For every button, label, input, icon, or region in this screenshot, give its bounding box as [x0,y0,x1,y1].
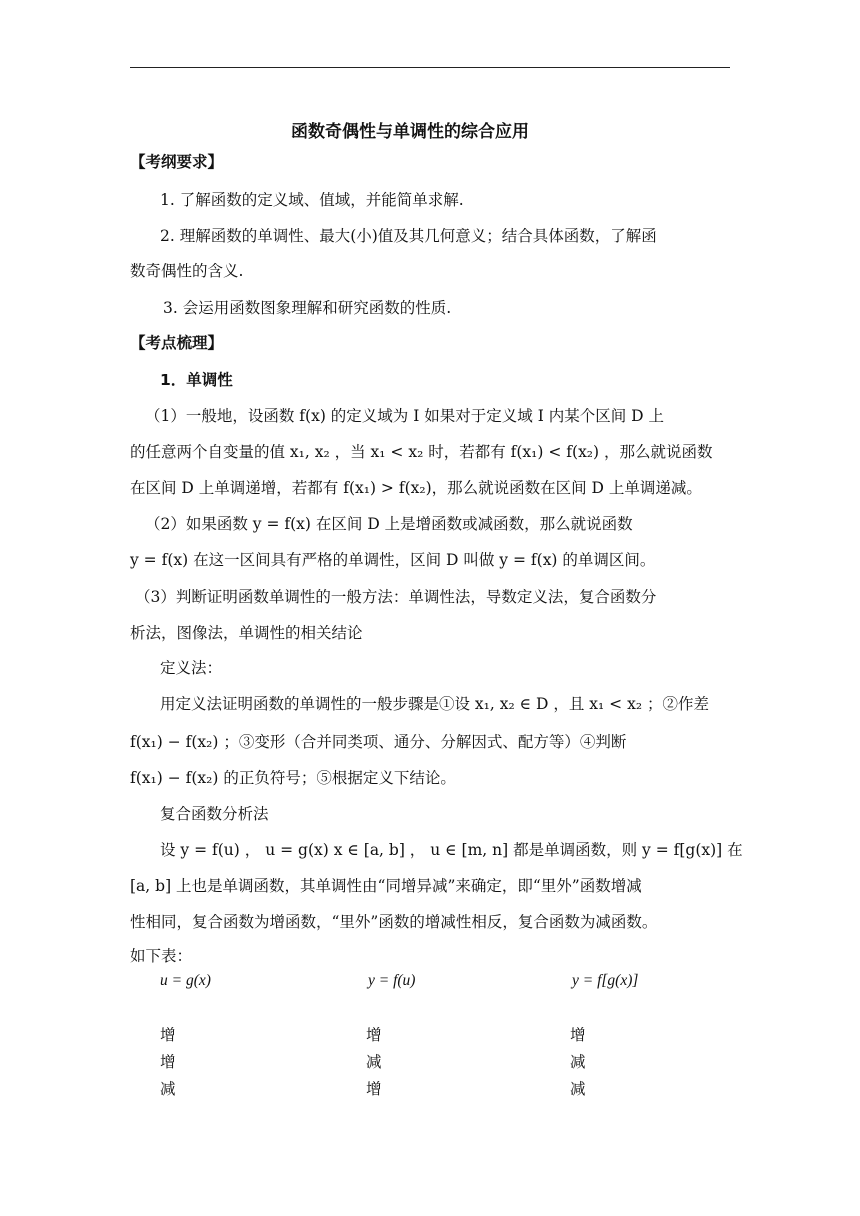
subheading-monotonicity: 1．单调性 [160,371,233,389]
table-cell: 减 [570,1080,586,1098]
table-intro: 如下表： [130,947,193,965]
table-cell: 减 [570,1053,586,1071]
requirement-2-line-1: 2. 理解函数的单调性、最大(小)值及其几何意义；结合具体函数，了解函 [160,227,657,245]
paragraph-2-line-2: y = f(x) 在这一区间具有严格的单调性，区间 D 叫做 y = f(x) 的单调区间。 [130,551,656,569]
table-header-composite: y = f[g(x)] [572,972,639,989]
paragraph-1-line-1: （1）一般地，设函数 f(x) 的定义域为 I 如果对于定义域 I 内某个区间 D 上 [145,407,665,425]
table-cell: 减 [160,1080,176,1098]
table-header-inner: u = g(x) [160,972,211,989]
definition-method-line-2: f(x₁) − f(x₂) ；③变形（合并同类项、通分、分解因式、配方等）④判断 [130,733,627,751]
table-cell: 减 [366,1053,382,1071]
composite-method-line-1: 设 y = f(u) ， u = g(x) x ∈ [a, b] ， u ∈ [m, n] 都是单调函数，则 y = f[g(x)] 在 [160,841,743,859]
composite-method-line-3: 性相同，复合函数为增函数，“里外”函数的增减性相反，复合函数为减函数。 [130,913,658,931]
paragraph-1-line-3: 在区间 D 上单调递增，若都有 f(x₁) > f(x₂)，那么就说函数在区间 D 上单调递减。 [130,479,702,497]
header-rule [130,67,730,68]
composite-method-label: 复合函数分析法 [160,805,269,823]
table-cell: 增 [366,1080,382,1098]
table-cell: 增 [570,1026,586,1044]
definition-method-label: 定义法： [160,659,223,677]
definition-method-line-3: f(x₁) − f(x₂) 的正负符号；⑤根据定义下结论。 [130,769,456,787]
paragraph-3-line-2: 析法，图像法，单调性的相关结论 [130,624,363,642]
requirement-1: 1. 了解函数的定义域、值域，并能简单求解. [160,191,464,209]
table-header-outer: y = f(u) [368,972,416,989]
paragraph-1-line-2: 的任意两个自变量的值 x₁, x₂ ，当 x₁ < x₂ 时，若都有 f(x₁) < f(x₂) ，那么就说函数 [130,443,713,461]
composite-method-line-2: [a, b] 上也是单调函数，其单调性由“同增异减”来确定，即“里外”函数增减 [130,877,642,895]
table-cell: 增 [366,1026,382,1044]
section-heading-requirements: 【考纲要求】 [130,153,224,171]
requirement-3: 3. 会运用函数图象理解和研究函数的性质. [163,299,452,317]
table-cell: 增 [160,1026,176,1044]
requirement-2-line-2: 数奇偶性的含义. [130,262,244,280]
table-cell: 增 [160,1053,176,1071]
paragraph-3-line-1: （3）判断证明函数单调性的一般方法：单调性法，导数定义法，复合函数分 [135,588,657,606]
page-title: 函数奇偶性与单调性的综合应用 [291,122,529,142]
paragraph-2-line-1: （2）如果函数 y = f(x) 在区间 D 上是增函数或减函数，那么就说函数 [145,515,633,533]
section-heading-points: 【考点梳理】 [130,334,224,352]
definition-method-line-1: 用定义法证明函数的单调性的一般步骤是①设 x₁, x₂ ∈ D ，且 x₁ < x₂ ；②作差 [160,695,709,713]
